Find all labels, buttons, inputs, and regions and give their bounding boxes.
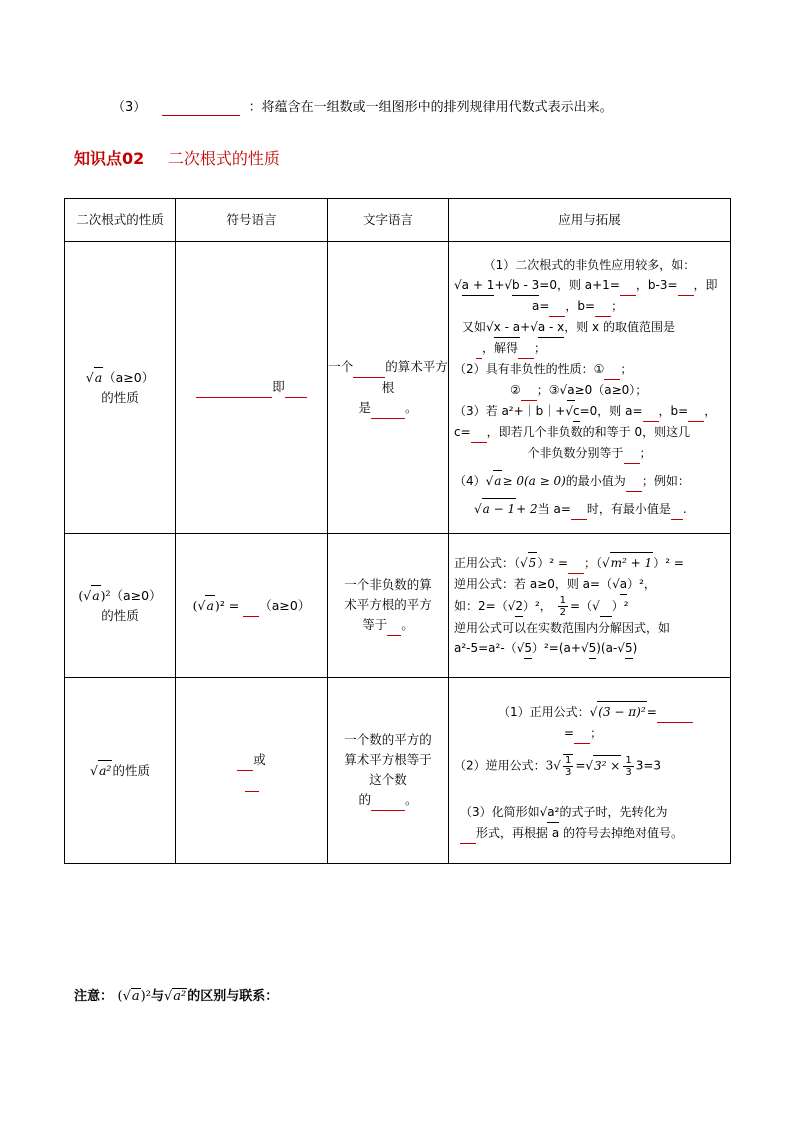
header-text: 文字语言 (328, 199, 449, 242)
table-row (65, 678, 731, 864)
note-end: 的区别与联系： (187, 989, 279, 1004)
row1-symbol: 即 (176, 242, 328, 534)
header-symbol: 符号语言 (176, 199, 328, 242)
header-application: 应用与拓展 (449, 199, 731, 242)
section-label: 知识点02 (74, 149, 145, 168)
note-line: 注意： (√a)²与√a²的区别与联系： (74, 989, 279, 1004)
properties-table (64, 198, 731, 864)
table-header-row (65, 199, 731, 242)
intro-blank (162, 100, 240, 116)
row3-text: 一个数的平方的 算术平方根等于 这个数 的 。 (328, 678, 449, 864)
row1-text: 一个 的算术平方根 是 。 (328, 242, 449, 534)
row3-property: √a²的性质 (65, 678, 176, 864)
row2-property: (√a)²（a≥0） 的性质 (65, 534, 176, 678)
row2-text: 一个非负数的算 术平方根的平方 等于 。 (328, 534, 449, 678)
note-label: 注意： (74, 989, 114, 1004)
note-mid: 与 (150, 989, 164, 1004)
row2-application: 正用公式：（√5）² = ；（√m² + 1）² = 逆用公式：若 a≥0，则 a=（√a）²， 如：2=（√2）²， $\frac{1}{2}$ =（√ ）² 逆用公式可以在实数范围内分解因式，如 a²-5=a²-（√5）²=(a+√5)(a-√5) (449, 534, 731, 678)
section-title: 二次根式的性质 (167, 149, 280, 168)
fraction-half: $\frac{1}{2}$ (559, 595, 567, 618)
intro-line (112, 96, 613, 116)
row3-application: （1）正用公式：√(3 − π)²= = ； （2）逆用公式：3√ $\frac{1}{3}$ =√3² × $\frac{1}{3}$ 3=3 （3）化简形如√a²的式子时，先转化为 形式，再根据 a 的符号去掉绝对值号。 (449, 678, 731, 864)
row1-application: （1）二次根式的非负性应用较多，如： √a + 1+√b - 3=0，则 a+1= ，b-3= ，即 a= ，b= ； 又如√x - a+√a - x，则 x 的取值范围是 ，解得 ； （2）具有非负性的性质：① ； ② ；③√a≥0（a≥0）； （3）若 a²+｜b｜+√c=0，则 a= ，b= ， c= ，即若几个非负数的和等于 0，则这几 个非负数分别等于 ； （4）√a≥ 0(a ≥ 0)的最小值为 ；例如： √a − 1+ 2当 a= 时，有最小值是 . (449, 242, 731, 534)
row1-property: √a（a≥0） 的性质 (65, 242, 176, 534)
row3-symbol: 或 (176, 678, 328, 864)
intro-number: （3） (112, 100, 147, 115)
row2-symbol: (√a)² = （a≥0） (176, 534, 328, 678)
table-row (65, 242, 731, 534)
table-row (65, 534, 731, 678)
intro-text: ：将蕴含在一组数或一组图形中的排列规律用代数式表示出来。 (248, 100, 613, 115)
section-heading (74, 146, 280, 169)
header-property: 二次根式的性质 (65, 199, 176, 242)
